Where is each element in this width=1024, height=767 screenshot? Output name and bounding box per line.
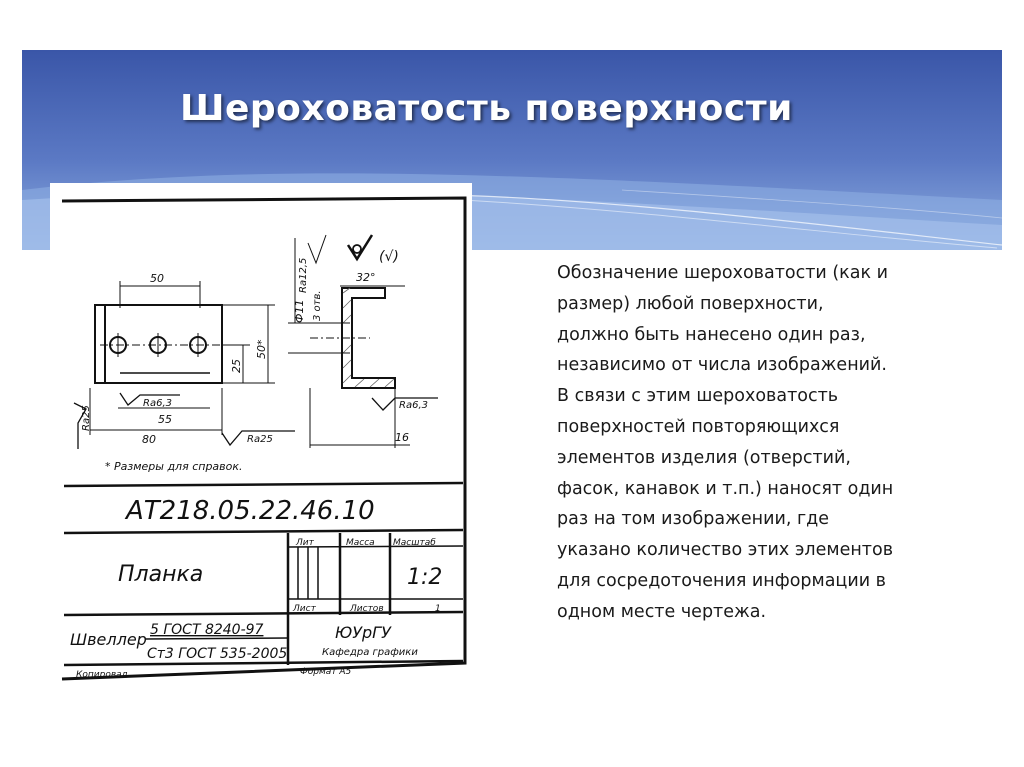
body-line: фасок, канавок и т.п.) наносят один <box>557 478 894 499</box>
check-mark-label: (√) <box>379 249 399 265</box>
dim-hole-diameter: Ф11 <box>293 299 306 323</box>
lit-label: Лит <box>296 538 314 548</box>
roughness-ra25-left: Ra25 <box>81 405 92 431</box>
body-line: указано количество этих элементов <box>557 540 894 561</box>
dim-ra-top: Ra12,5 <box>298 257 309 293</box>
body-line: независимо от числа изображений. <box>557 355 887 376</box>
material-std-2: Ст3 ГОСТ 535-2005 <box>147 646 288 662</box>
reference-note: * Размеры для справок. <box>105 460 243 473</box>
part-name: Планка <box>118 562 204 587</box>
dim-16: 16 <box>395 431 409 444</box>
roughness-ra63-bottom: Ra6,3 <box>143 398 172 409</box>
body-line: В связи с этим шероховатость <box>557 386 839 407</box>
designation-code: АТ218.05.22.46.10 <box>126 496 375 526</box>
department: Кафедра графики <box>322 647 418 658</box>
slide-title: Шероховатость поверхности <box>180 88 793 129</box>
organization: ЮУрГУ <box>335 623 391 642</box>
body-line: должно быть нанесено один раз, <box>557 324 866 345</box>
body-text <box>557 258 972 628</box>
dim-angle: 32° <box>356 271 376 284</box>
body-line: раз на том изображении, где <box>557 509 830 530</box>
body-line: Обозначение шероховатости (как и <box>557 263 888 283</box>
body-line: размер) любой поверхности, <box>557 293 824 314</box>
material-name: Швеллер <box>70 630 147 649</box>
technical-drawing <box>50 183 472 683</box>
body-line: одном месте чертежа. <box>557 601 767 622</box>
roughness-ra63-right: Ra6,3 <box>399 400 428 411</box>
body-line: элементов изделия (отверстий, <box>557 447 851 468</box>
dim-50: 50 <box>150 272 164 285</box>
dim-holes-count: 3 отв. <box>312 290 323 321</box>
dim-55: 55 <box>158 413 172 426</box>
material-std-1: 5 ГОСТ 8240-97 <box>150 622 264 638</box>
scale-value: 1:2 <box>407 565 443 590</box>
body-line: поверхностей повторяющихся <box>557 416 840 437</box>
dim-25: 25 <box>230 359 243 373</box>
sheet-label: Лист <box>293 604 316 614</box>
mass-label: Масса <box>346 538 375 548</box>
sheets-count: 1 <box>435 604 441 614</box>
dim-50-star: 50* <box>255 339 268 359</box>
body-line: для сосредоточения информации в <box>557 570 886 591</box>
format-label: Формат А5 <box>300 667 352 677</box>
dim-80: 80 <box>142 433 156 446</box>
roughness-ra25-bottom: Ra25 <box>247 434 273 445</box>
copied-label: Копировал <box>76 670 128 680</box>
sheets-label: Листов <box>350 604 384 614</box>
scale-label: Масштаб <box>393 538 436 548</box>
